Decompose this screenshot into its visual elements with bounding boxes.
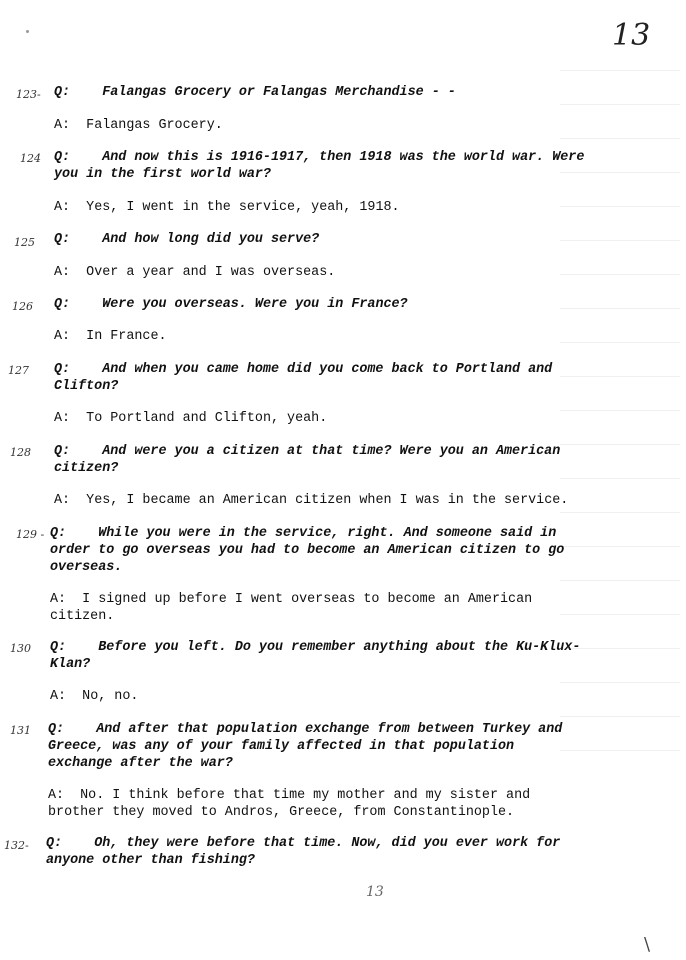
question-123: Q: Falangas Grocery or Falangas Merchandise - -	[54, 85, 456, 100]
answer-130: A: No, no.	[50, 689, 139, 704]
question-126: Q: Were you overseas. Were you in France?	[54, 297, 408, 312]
margin-number: 124	[20, 152, 41, 165]
margin-number: 131	[10, 724, 31, 737]
margin-number: 129 -	[16, 528, 45, 541]
answer-126: A: In France.	[54, 329, 167, 344]
question-131: Q: And after that population exchange from between Turkey and Greece, was any of your family affected in that population exchange after the war?	[48, 722, 563, 771]
footer-page-number: 13	[366, 884, 384, 900]
answer-131: A: No. I think before that time my mother and my sister and brother they moved to Andros, Greece, from Constantinople.	[48, 788, 531, 820]
answer-129: A: I signed up before I went overseas to become an American citizen.	[50, 592, 533, 624]
margin-number: 132-	[4, 839, 29, 852]
handwritten-page-number: 13	[612, 18, 651, 53]
margin-number: 130	[10, 642, 31, 655]
question-129: Q: While you were in the service, right. And someone said in order to go overseas you had to become an American citizen to go overseas.	[50, 526, 565, 575]
bottom-mark: \	[644, 934, 651, 955]
question-130: Q: Before you left. Do you remember anything about the Ku-Klux- Klan?	[50, 640, 581, 672]
q-label: Q:	[54, 85, 71, 100]
margin-number: 128	[10, 446, 31, 459]
margin-number: 127	[8, 364, 29, 377]
answer-127: A: To Portland and Clifton, yeah.	[54, 411, 328, 426]
question-124: Q: And now this is 1916-1917, then 1918 was the world war. Were you in the first world war?	[54, 150, 585, 182]
margin-number: 123-	[16, 88, 41, 101]
answer-125: A: Over a year and I was overseas.	[54, 265, 336, 280]
answer-128: A: Yes, I became an American citizen when I was in the service.	[54, 493, 569, 508]
answer-124: A: Yes, I went in the service, yeah, 1918.	[54, 200, 400, 215]
speck	[26, 30, 29, 33]
question-127: Q: And when you came home did you come back to Portland and Clifton?	[54, 362, 553, 394]
question-128: Q: And were you a citizen at that time? Were you an American citizen?	[54, 444, 561, 476]
answer-123: A: Falangas Grocery.	[54, 118, 223, 133]
question-132: Q: Oh, they were before that time. Now, did you ever work for anyone other than fishing?	[46, 836, 561, 868]
margin-number: 125	[14, 236, 35, 249]
margin-number: 126	[12, 300, 33, 313]
question-125: Q: And how long did you serve?	[54, 232, 320, 247]
